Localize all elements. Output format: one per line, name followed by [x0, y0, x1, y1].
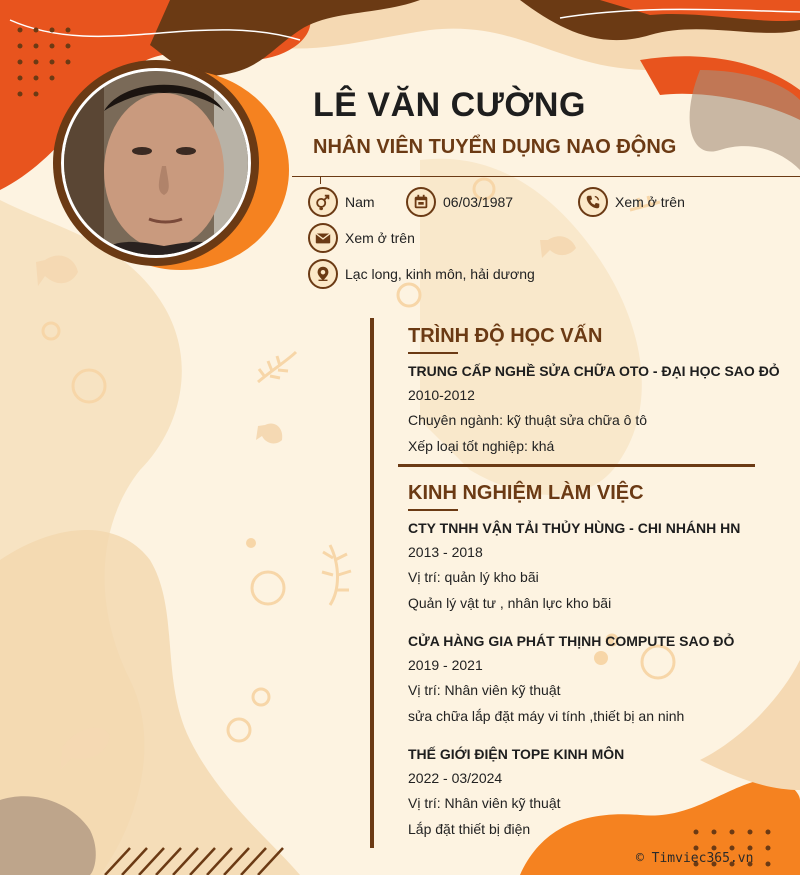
phone-value: Xem ở trên: [615, 194, 685, 210]
job-period: 2019 - 2021: [408, 657, 483, 673]
job-period: 2013 - 2018: [408, 544, 483, 560]
education-title-underline: [408, 352, 458, 354]
job-description: sửa chữa lắp đặt máy vi tính ,thiết bị an ninh: [408, 708, 685, 724]
job-title: NHÂN VIÊN TUYỂN DỤNG NAO ĐỘNG: [313, 136, 677, 158]
phone-icon: [578, 187, 608, 217]
info-birthdate: [406, 187, 513, 217]
calendar-icon: [406, 187, 436, 217]
info-phone: [578, 187, 685, 217]
watermark: © Timviec365.vn: [636, 851, 754, 866]
job-description: Quản lý vật tư , nhân lực kho bãi: [408, 595, 612, 611]
job-position: Vị trí: quản lý kho bãi: [408, 569, 539, 585]
avatar: [55, 62, 265, 272]
experience-section-title: KINH NGHIỆM LÀM VIỆC: [408, 482, 644, 504]
education-school: TRUNG CẤP NGHỀ SỬA CHỮA OTO - ĐẠI HỌC SAO ĐỎ: [408, 363, 780, 379]
job-period: 2022 - 03/2024: [408, 770, 503, 786]
profile-photo: [61, 68, 251, 258]
gender-value: Nam: [345, 194, 375, 210]
candidate-name: LÊ VĂN CƯỜNG: [313, 86, 586, 124]
info-gender: [308, 187, 375, 217]
section-divider: [398, 464, 755, 467]
job-company: CỬA HÀNG GIA PHÁT THỊNH COMPUTE SAO ĐỎ: [408, 633, 735, 649]
info-email: [308, 223, 415, 253]
map-pin-icon: [308, 259, 338, 289]
header-divider-tick: [320, 176, 321, 184]
job-description: Lắp đặt thiết bị điện: [408, 821, 531, 837]
section-timeline-line: [370, 318, 374, 848]
envelope-icon: [308, 223, 338, 253]
education-section-title: TRÌNH ĐỘ HỌC VẤN: [408, 325, 603, 347]
header-divider: [292, 176, 800, 177]
education-period: 2010-2012: [408, 387, 475, 403]
education-grade: Xếp loại tốt nghiệp: khá: [408, 438, 555, 454]
job-position: Vị trí: Nhân viên kỹ thuật: [408, 682, 561, 698]
job-company: THẾ GIỚI ĐIỆN TOPE KINH MÔN: [408, 746, 625, 762]
gender-icon: [308, 187, 338, 217]
education-major: Chuyên ngành: kỹ thuật sửa chữa ô tô: [408, 412, 648, 428]
email-value: Xem ở trên: [345, 230, 415, 246]
job-company: CTY TNHH VẬN TẢI THỦY HÙNG - CHI NHÁNH HN: [408, 520, 741, 536]
address-value: Lạc long, kinh môn, hải dương: [345, 266, 535, 282]
experience-title-underline: [408, 509, 458, 511]
birthdate-value: 06/03/1987: [443, 194, 514, 210]
job-position: Vị trí: Nhân viên kỹ thuật: [408, 795, 561, 811]
info-address: [308, 259, 535, 289]
